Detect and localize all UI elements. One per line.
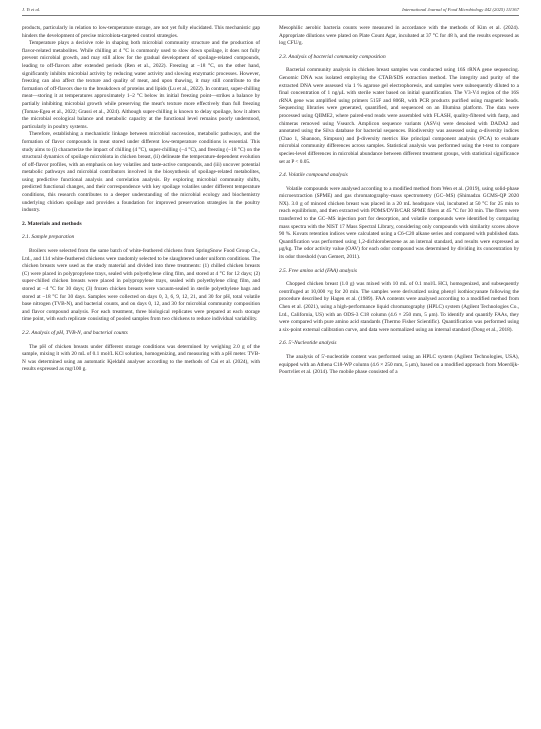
header-journal: International Journal of Food Microbiology 442 (2025) 111367 — [402, 7, 519, 12]
paragraph: Therefore, establishing a mechanistic linkage between microbial succession, metabolic pathways, and the formation of flavor compounds in meat stored under different low-temperature conditions is essential. This study aims to (i) characterize the impact of chilling (4 °C), super-chilling (−4 °C), and freezing (−18 °C) on the structural dynamics of spoilage microbiota in chicken breast, (ii) delineate the temperature-dependent evolution of off-flavor profiles, with an emphasis on key volatiles and taste-active compounds, and (iii) uncover potential metabolic pathways and microbial contributors involved in the biosynthesis of spoilage-related metabolites, using predictive functional analysis and correlation analysis. By exploring microbial community shifts, predicted functional changes, and their correspondence with key spoilage volatiles under different temperature conditions, this research contributes to a deeper understanding of the microbial ecology and biochemistry underlying chicken spoilage and provides a foundation for improved preservation strategies in the poultry industry. — [22, 131, 260, 214]
subsection-heading: 2.2. Analysis of pH, TVB-N, and bacterial counts — [22, 329, 128, 336]
right-column — [279, 25, 519, 377]
paragraph: Chopped chicken breast (1.0 g) was mixed with 10 mL of 0.1 mol/L HCl, homogenized, and subsequently centrifuged at 10,000 ×g for 20 min. The samples were derivatized using phenyl isothiocyanate following the procedure described by Hagen et al. (1989). FAA contents were analysed according to a modified method from Chen et al. (2021), using a high-performance liquid chromatography (HPLC) system (Agilent Technologies Co., Ltd., California, US) with an ODS-3 C18 column (4.6 × 250 mm, 5 μm). To identify and quantify FAAs, they were compared with pure amino acid standards (Thermo Fisher Scientific). Quantification was performed using a six-point external calibration curve, and data were normalized using an internal standard (Dong et al., 2018). — [279, 281, 519, 333]
paragraph: products, particularly in relation to low-temperature storage, are not yet fully elucidated. This mechanistic gap hinders the development of precise microbiota-targeted control strategies. — [22, 25, 260, 39]
subsection-heading: 2.3. Analysis of bacterial community composition — [279, 53, 386, 60]
subsection-heading: 2.5. Free amino acid (FAA) analysis — [279, 267, 357, 274]
paragraph: Volatile compounds were analysed according to a modified method from Wen et al. (2019), using solid-phase microextraction (SPME) and gas chromatography–mass spectrometry (GC–MS) (Shimadzu GCMS-QP 2020 NX). 3.0 g of minced chicken breast was placed in a 20 mL headspace vial, incubated at 50 °C for 25 min to reach equilibrium, and then extracted with PDMS/DVB/CAR SPME fibers at 45 °C for 30 min. The fibers were transferred to the GC–MS injection port for desorption, and volatile compounds were identified by comparing mass spectra with the NIST 17 Mass Spectral Library, considering only compounds with similarity scores above 90 %. Kovats retention indices were calculated using a C6-C20 alkane series and compared with published data. Quantification was performed using 1,2-dichlorobenzene as an internal standard, and results were expressed as μg/kg. The odor activity value (OAV) for each odor compound was determined by dividing its concentration by its odor threshold (van Gemert, 2011). — [279, 185, 519, 261]
subsection-heading: 2.6. 5′-Nucleotide analysis — [279, 340, 337, 347]
paragraph: Broilers were selected from the same batch of white-feathered chickens from SpringSnow Food Group Co., Ltd., and 114 white-feathered chickens were randomly selected to be slaughtered under uniform conditions. The chicken breasts were used as the study material and divided into three treatments: (1) chilled chicken breasts (C) were placed in polypropylene trays, sealed with polyethylene cling film, and stored at 4 °C for 12 days; (2) super-chilled chicken breasts were placed in polypropylene trays, sealed with polyethylene cling film, and stored at −4 °C for 30 days; (3) frozen chicken breasts were vacuum-sealed in sterile polyethylene bags and stored at −18 °C for 30 days. Samples were collected on days 0, 3, 6, 9, 12, 21, and 30 for pH, total volatile base nitrogen (TVB-N), and bacterial counts, and on days 0, 12, and 30 for microbial community composition and flavor compound analysis. For each treatment, three biological replicates were prepared at each storage time point, with each replicate consisting of pooled samples from two chickens to reduce individual variability. — [22, 248, 260, 323]
left-column — [22, 25, 260, 374]
paragraph: The analysis of 5′-nucleotide content was performed using an HPLC system (Agilent Technologies, USA), equipped with an Athena C18-WP column (4.6 × 250 mm, 5 μm), based on a modified approach from Moerdijk-Poortvliet et al. (2014). The mobile phase consisted of a — [279, 353, 519, 376]
header-authors: J. Yi et al. — [22, 7, 41, 12]
paragraph: Temperature plays a decisive role in shaping both microbial community structure and the production of flavor-related metabolites. While chilling at 4 °C is commonly used to slow down spoilage, it does not fully prevent microbial growth, and may still allow for the gradual development of spoilage-related compounds, leading to off-flavors after extended periods (Ren et al., 2022). Freezing at −18 °C, on the other hand, significantly inhibits microbial activity by reducing water activity and slowing enzymatic processes. However, freezing can also affect the texture and quality of meat, and upon thawing, it may still contribute to the formation of off-flavors due to the breakdown of proteins and lipids (Lu et al., 2022). In contrast, super-chilling meat—storing it at temperatures approximately 1–2 °C below its initial freezing point—strikes a balance by partially inhibiting microbial growth while preserving the meat's texture more effectively than full freezing (Tomas-Egea et al., 2022; Grassi et al., 2024). Although super-chilling is known to delay spoilage, how it alters the microbial ecological balance and metabolic capacity at the functional level remains poorly understood, particularly in poultry systems. — [22, 40, 260, 130]
paragraph: The pH of chicken breasts under different storage conditions was determined by weighing 2.0 g of the sample, mixing it with 20 mL of 0.1 mol/L KCl solution, homogenizing, and measuring with a pH meter. TVB-N was determined using an automatic Kjeldahl analyser according to the methods of Cai et al. (2024), with results expressed as mg/100 g. — [22, 343, 260, 373]
section-heading: 2. Materials and methods — [22, 220, 82, 227]
paragraph: Mesophilic aerobic bacteria counts were measured in accordance with the methods of Kim et al. (2024). Appropriate dilutions were plated on Plate Count Agar, incubated at 37 °C for 48 h, and the results expressed as log CFU/g. — [279, 25, 519, 47]
subsection-heading: 2.4. Volatile compound analysis — [279, 172, 348, 179]
subsection-heading: 2.1. Sample preparation — [22, 234, 75, 241]
header-divider — [22, 15, 519, 16]
paragraph: Bacterial community analysis in chicken breast samples was conducted using 16S rRNA gene sequencing. Genomic DNA was isolated employing the CTAB/SDS extraction method. The integrity and purity of the extracted DNA were assessed via 1 % agarose gel electrophoresis, and samples were subsequently diluted to a final concentration of 1 ng/μL with sterile water based on initial quantification. The V3-V4 region of the 16S rRNA gene was amplified using primers 515F and 806R, with PCR products purified using magnetic beads. Sequencing libraries were generated, quantified, and sequenced on an Illumina platform. The data were processed using QIIME2, where paired-end reads were assembled with FLASH, quality-filtered with fastp, and chimeras removed using Vsearch. Amplicon sequence variants (ASVs) were denoised with DADA2 and annotated using the Silva database for bacterial sequences. Biodiversity was assessed using α-diversity indices (Chao 1, Shannon, Simpson) and β-diversity metrics like principal component analysis (PCA) to evaluate microbial community differences across samples. Statistical analysis was performed using the t-test to compare species-level differences in microbial abundance between different treatment groups, with statistical significance set at P < 0.05. — [279, 67, 519, 165]
